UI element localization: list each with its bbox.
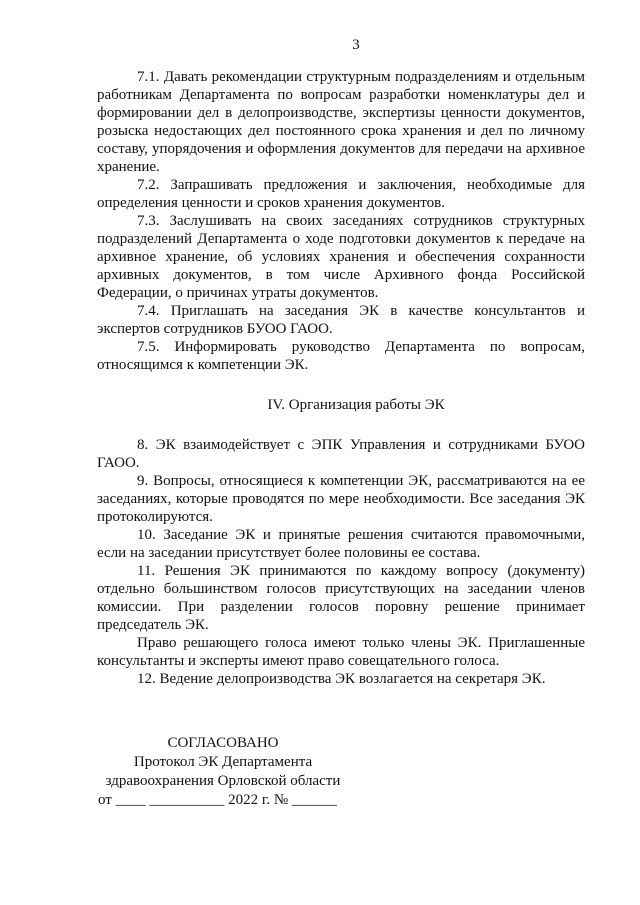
clause-10: 10. Заседание ЭК и принятые решения считаются правомочными, если на заседании присутствует более половины ее состава. — [97, 527, 585, 561]
clause-8: 8. ЭК взаимодействует с ЭПК Управления и сотрудниками БУОО ГАОО. — [97, 437, 585, 471]
clause-12: 12. Ведение делопроизводства ЭК возлагается на секретаря ЭК. — [137, 671, 546, 687]
clause-list-section-4 — [97, 436, 585, 688]
approval-protocol-line: Протокол ЭК Департамента — [133, 754, 313, 770]
approval-title: СОГЛАСОВАНО — [167, 735, 279, 751]
clause-7-1: 7.1. Давать рекомендации структурным подразделениям и отдельным работникам Департамента по вопросам разработки номенклатуры дел и формировании дел в делопроизводстве, экспертизы ценности документов, розыска недостающих дел постоянного срока хранения и дел по личному составу, упорядочения и оформления документов для передачи на архивное хранение. — [97, 69, 585, 175]
approval-department-line: здравоохранения Орловской области — [105, 773, 341, 789]
clause-7-2: 7.2. Запрашивать предложения и заключения, необходимые для определения ценности и сроков хранения документов. — [97, 177, 585, 211]
page-number: 3 — [352, 37, 360, 53]
clause-7-5: 7.5. Информировать руководство Департамента по вопросам, относящимся к компетенции ЭК. — [97, 339, 585, 373]
clause-11-voting-rights: Право решающего голоса имеют только члены ЭК. Приглашенные консультанты и эксперты имеют право совещательного голоса. — [97, 635, 585, 669]
section-heading: IV. Организация работы ЭК — [267, 397, 445, 413]
approval-date-line: от ____ __________ 2022 г. № ______ — [98, 792, 337, 808]
clause-list-7 — [97, 68, 585, 374]
clause-7-4: 7.4. Приглашать на заседания ЭК в качестве консультантов и экспертов сотрудников БУОО ГАОО. — [97, 303, 585, 337]
clause-9: 9. Вопросы, относящиеся к компетенции ЭК, рассматриваются на ее заседаниях, которые проводятся по мере необходимости. Все заседания ЭК протоколируются. — [97, 473, 585, 525]
clause-7-3: 7.3. Заслушивать на своих заседаниях сотрудников структурных подразделений Департамента о ходе подготовки документов к передаче на архивное хранение, об условиях хранения и обеспечения сохранности архивных документов, в том числе Архивного фонда Российской Федерации, о причинах утраты документов. — [97, 213, 585, 301]
approval-block — [98, 734, 348, 810]
clause-11: 11. Решения ЭК принимаются по каждому вопросу (документу) отдельно большинством голосов присутствующих на заседании членов комиссии. При разделении голосов поровну решение принимает председатель ЭК. — [97, 563, 585, 633]
